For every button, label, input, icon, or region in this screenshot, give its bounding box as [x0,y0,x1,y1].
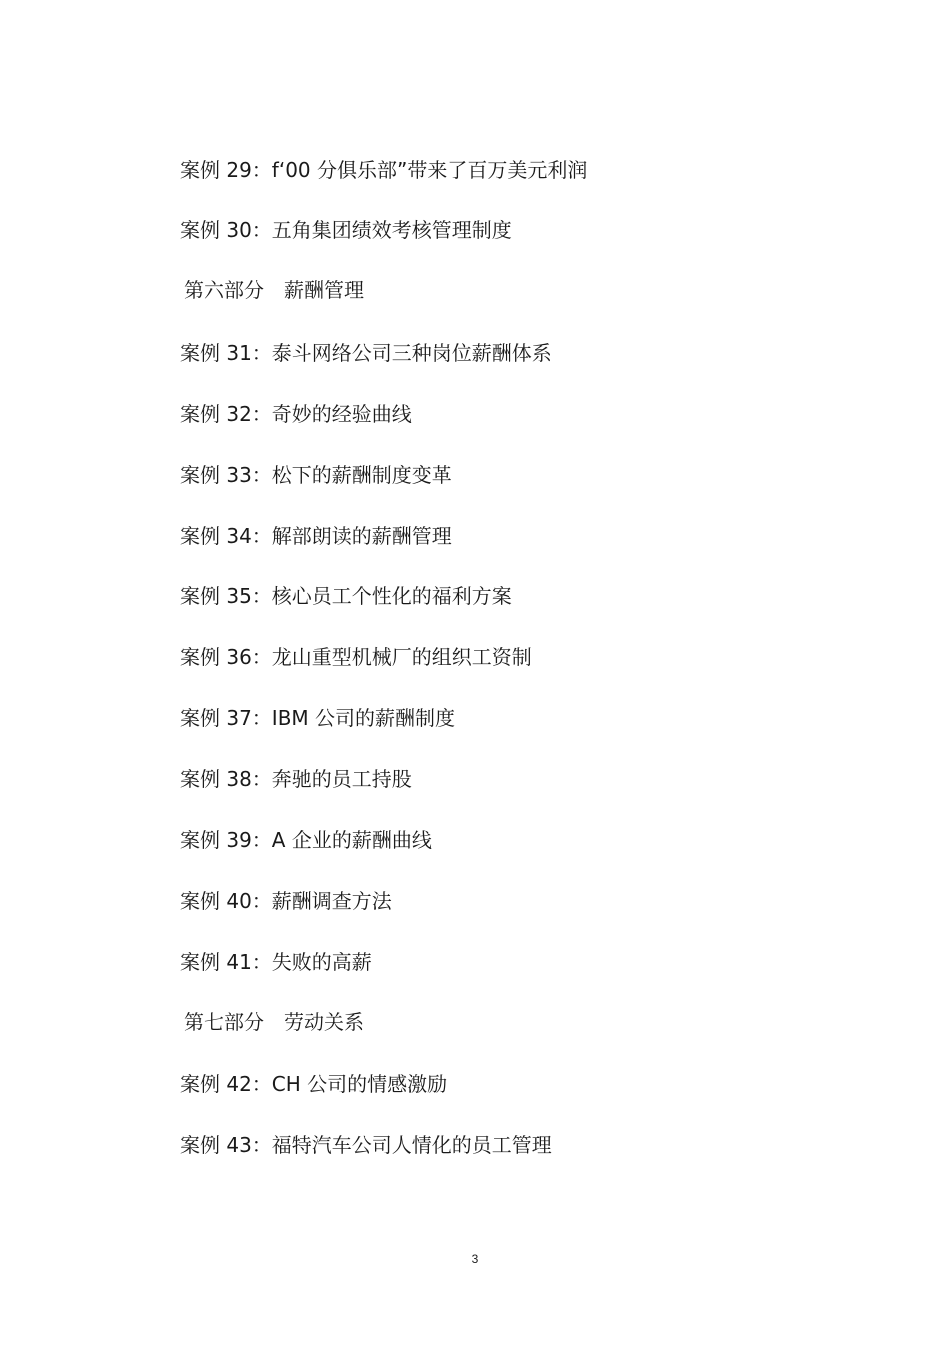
page-number: 3 [471,1252,479,1266]
section-heading-part-7: 第七部分 劳动关系 [184,1010,364,1034]
toc-entry-case-41: 案例 41：失败的高薪 [180,950,372,974]
toc-entry-case-37: 案例 37：IBM 公司的薪酬制度 [180,706,456,730]
toc-entry-case-34: 案例 34：解部朗读的薪酬管理 [180,524,452,548]
toc-entry-case-30: 案例 30：五角集团绩效考核管理制度 [180,218,512,242]
toc-entry-case-31: 案例 31：泰斗网络公司三种岗位薪酬体系 [180,341,552,365]
toc-entry-case-40: 案例 40：薪酬调查方法 [180,889,392,913]
toc-entry-case-43: 案例 43：福特汽车公司人情化的员工管理 [180,1133,552,1157]
toc-entry-case-33: 案例 33：松下的薪酬制度变革 [180,463,452,487]
toc-entry-case-32: 案例 32：奇妙的经验曲线 [180,402,412,426]
toc-entry-case-35: 案例 35：核心员工个性化的福利方案 [180,584,512,608]
section-heading-part-6: 第六部分 薪酬管理 [184,278,364,302]
toc-entry-case-38: 案例 38：奔驰的员工持股 [180,767,412,791]
toc-entry-case-42: 案例 42：CH 公司的情感激励 [180,1072,448,1096]
toc-entry-case-36: 案例 36：龙山重型机械厂的组织工资制 [180,645,532,669]
toc-entry-case-29: 案例 29：f‘00 分俱乐部”带来了百万美元利润 [180,158,588,182]
toc-entry-case-39: 案例 39：A 企业的薪酬曲线 [180,828,432,852]
